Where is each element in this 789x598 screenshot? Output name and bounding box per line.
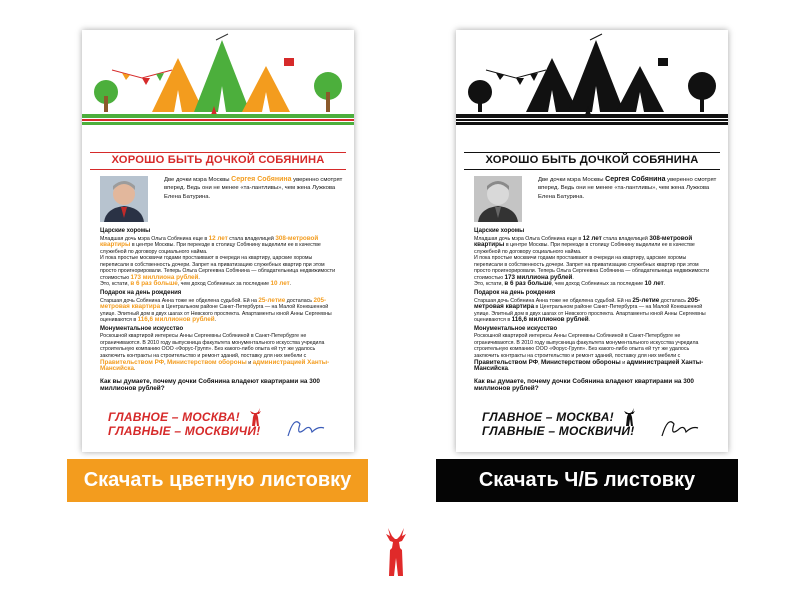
- flyer-article-body: [474, 226, 716, 393]
- flyer-bw-preview: [456, 30, 728, 452]
- deer-logo-icon: [622, 408, 636, 426]
- section-heading: Подарок на день рождения: [100, 289, 182, 296]
- flyer-question: Как вы думаете, почему дочки Собянина владеют квартирами на 300 миллионов рублей?: [474, 377, 694, 393]
- festival-banner-illustration: [456, 30, 728, 126]
- deer-logo-icon: [248, 408, 262, 426]
- section-paragraph: Роскошной квартирой интересы Анны Сергеевны Собяниной в Санкт-Петербурге не ограничиваются. В 2010 году выпускница факультета монументального искусства учредила строительную компанию ООО «Форус-Групп». Без какого-либо опыта ей тут же удалось заключить контракты на строительство и ремонт зданий, поставку для них мебели с Правительством РФ, Министерством обороны и администрацией Ханты-Мансийска.: [100, 333, 330, 373]
- flyer-intro-text: Две дочки мэра Москвы Сергея Собянина уверенно смотрят вперед. Ведь они не менее «та-лантливы», чем жена Лужкова Елена Батурина.: [538, 176, 717, 200]
- signature-icon: [284, 414, 328, 442]
- festival-banner-illustration: [82, 30, 354, 126]
- section-paragraph: Старшая дочь Собянина Анна тоже не обделена судьбой. Ей на 25-летие досталась 205-метровая квартира в Центральном районе Санкт-Петербурга — на Малой Конюшенной улице. Элитный дом в двух шагах от Невского проспекта. Апартаменты юной Анны Сергеевны оцениваются в 116,6 миллионов рублей.: [474, 296, 706, 324]
- download-color-flyer-button[interactable]: Скачать цветную листовку: [67, 459, 368, 502]
- download-bw-flyer-button[interactable]: Скачать Ч/Б листовку: [436, 459, 738, 502]
- section-paragraph: Младшая дочь мэра Ольга Собянина еще в 12 лет стала владелицей 308-метровой квартиры в центре Москвы. При переезде в столицу Собянину выделили ее в качестве служебной по договору социального найма.: [474, 234, 695, 255]
- flyer-intro-text: Две дочки мэра Москвы Сергея Собянина уверенно смотрят вперед. Ведь они не менее «та-лантливы», чем жена Лужкова Елена Батурина.: [164, 176, 343, 200]
- section-heading: Подарок на день рождения: [474, 289, 556, 296]
- flyer-slogan: ГЛАВНОЕ – МОСКВА! ГЛАВНЫЕ – МОСКВИЧИ!: [482, 410, 635, 438]
- flyer-title: ХОРОШО БЫТЬ ДОЧКОЙ СОБЯНИНА: [464, 152, 720, 170]
- flyer-title: ХОРОШО БЫТЬ ДОЧКОЙ СОБЯНИНА: [90, 152, 346, 170]
- section-heading: Царские хоромы: [100, 228, 151, 234]
- mayor-photo: [474, 176, 522, 222]
- section-paragraph: Это, кстати, в 6 раз больше, чем доход Собяниных за последние 10 лет.: [474, 280, 666, 288]
- flyer-color-preview: [82, 30, 354, 452]
- flyer-question: Как вы думаете, почему дочки Собянина владеют квартирами на 300 миллионов рублей?: [100, 377, 320, 393]
- section-paragraph: Это, кстати, в 6 раз больше, чем доход Собяниных за последние 10 лет.: [100, 280, 292, 288]
- section-paragraph: Роскошной квартирой интересы Анны Сергеевны Собяниной в Санкт-Петербурге не ограничиваются. В 2010 году выпускница факультета монументального искусства учредила строительную компанию ООО «Форус-Групп». Без какого-либо опыта ей тут же удалось заключить контракты на строительство и ремонт зданий, поставку для них мебели с Правительством РФ, Министерством обороны и администрацией Ханты-Мансийска.: [474, 333, 704, 373]
- deer-logo-icon: [383, 528, 409, 576]
- section-heading: Монументальное искусство: [100, 325, 184, 332]
- section-paragraph: Младшая дочь мэра Ольга Собянина еще в 12 лет стала владелицей 308-метровой квартиры в центре Москвы. При переезде в столицу Собянину выделили ее в качестве служебной по договору социального найма.: [100, 234, 321, 255]
- mayor-photo: [100, 176, 148, 222]
- flyer-slogan: ГЛАВНОЕ – МОСКВА! ГЛАВНЫЕ – МОСКВИЧИ!: [108, 410, 261, 438]
- section-paragraph: И пока простые москвичи годами простаивают в очереди на квартиру, царские хоромы переписали в собственность дочери. Запрет на приватизацию служебных квартир при этом просто проигнорировали. Теперь Ольга Сергеевна Собянина — обладательница недвижимости стоимостью 173 миллиона рублей.: [100, 255, 336, 281]
- signature-icon: [658, 414, 702, 442]
- section-heading: Монументальное искусство: [474, 325, 558, 332]
- flyer-article-body: [100, 226, 342, 393]
- section-paragraph: И пока простые москвичи годами простаивают в очереди на квартиру, царские хоромы переписали в собственность дочери. Запрет на приватизацию служебных квартир при этом просто проигнорировали. Теперь Ольга Сергеевна Собянина — обладательница недвижимости стоимостью 173 миллиона рублей.: [474, 255, 710, 281]
- section-paragraph: Старшая дочь Собянина Анна тоже не обделена судьбой. Ей на 25-летие досталась 205-метровая квартира в Центральном районе Санкт-Петербурга — на Малой Конюшенной улице. Элитный дом в двух шагах от Невского проспекта. Апартаменты юной Анны Сергеевны оцениваются в 116,6 миллионов рублей.: [100, 296, 332, 324]
- section-heading: Царские хоромы: [474, 228, 525, 234]
